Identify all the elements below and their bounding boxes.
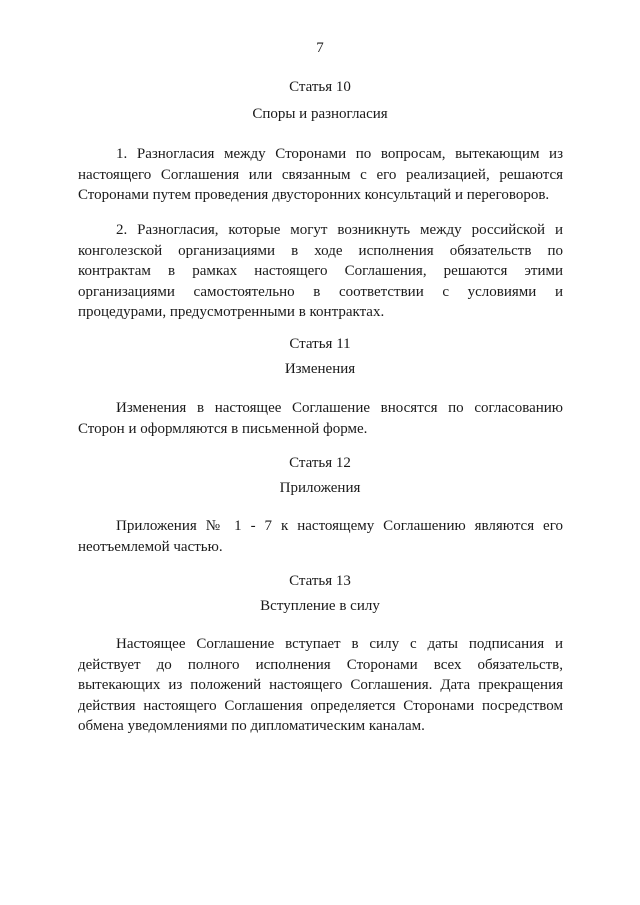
article-12-title: Приложения (279, 480, 361, 496)
article-13-paragraph: Настоящее Соглашение вступает в силу с даты подписания и действует до полного исполнения Сторонами всех обязательств, вытекающих из положений настоящего Соглашения. Дата прекращения действия настоящего Соглашения определяется Сторонами посредством обмена уведомлениями по дипломатическим каналам. (78, 636, 563, 735)
article-13-title: Вступление в силу (260, 598, 380, 614)
article-13-number: Статья 13 (289, 573, 351, 589)
article-10-paragraph-1: 1. Разногласия между Сторонами по вопросам, вытекающим из настоящего Соглашения или связанным с его реализацией, решаются Сторонами путем проведения двусторонних консультаций и переговоров. (78, 146, 563, 204)
article-10-title: Споры и разногласия (252, 106, 388, 122)
article-11-number: Статья 11 (289, 336, 351, 352)
page-number: 7 (316, 40, 324, 56)
article-10-number: Статья 10 (289, 79, 351, 95)
article-11-paragraph: Изменения в настоящее Соглашение вносятся по согласованию Сторон и оформляются в письменной форме. (78, 400, 563, 437)
article-12-number: Статья 12 (289, 455, 351, 471)
article-10-paragraph-2: 2. Разногласия, которые могут возникнуть между российской и конголезской организациями в ходе исполнения обязательств по контрактам в рамках настоящего Соглашения, решаются этими организациями самостоятельно в соответствии с условиями и процедурами, предусмотренными в контрактах. (78, 222, 563, 321)
article-11-title: Изменения (284, 361, 356, 377)
article-12-paragraph: Приложения № 1 - 7 к настоящему Соглашению являются его неотъемлемой частью. (78, 518, 563, 555)
